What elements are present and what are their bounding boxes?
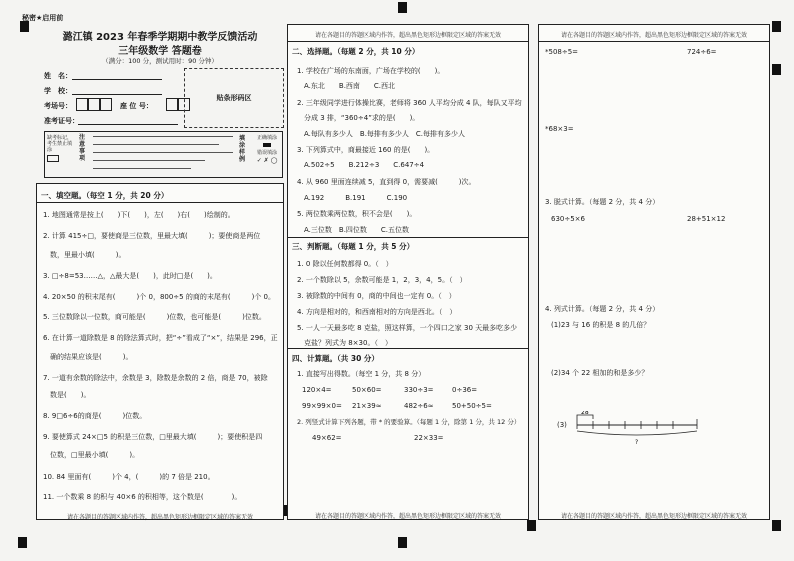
calc-508: *508÷5= (545, 48, 579, 56)
school-field[interactable] (72, 94, 162, 95)
s4-r1c3: 330÷3= (404, 386, 434, 394)
s1-line-15: 11. 一个数乘 8 的积与 40×6 的积相等，这个数是( )。 (43, 493, 242, 501)
registration-mark (18, 537, 27, 548)
missing-checkbox[interactable] (47, 155, 59, 162)
s4-q1: (1)23 与 16 的积是 8 的几倍？ (551, 321, 651, 329)
s4-sub1: 1. 直接写出得数。（每空 1 分，共 8 分） (297, 370, 426, 378)
section4-title: 四、计算题。（共 30 分） (292, 354, 379, 363)
registration-mark (398, 2, 407, 13)
section2-title: 二、选择题。（每题 2 分，共 10 分） (292, 47, 420, 56)
s1-line-14: 10. 84 里面有( )个 4，( )的 7 倍是 210。 (43, 473, 215, 481)
s4-sub2: 2. 列竖式计算下列各题，带 * 的要验算。（每题 1 分，除第 1 分，共 12 分） (297, 418, 521, 426)
s1-line-8: 确的结果应该是( )。 (43, 353, 133, 361)
s2-line-7: A.502÷5 B.212÷3 C.647÷4 (297, 161, 425, 169)
s1-line-1: 1. 地图通常是按上( )下( )，左( )右( )绘制的。 (43, 211, 235, 219)
s1-line-7: 6. 在计算一道除数是 8 的除法算式时，把“÷”看成了“×”，结果是 296，正 (43, 334, 278, 342)
s1-line-3: 数，里最小填( )。 (43, 251, 126, 259)
s4-q3-label: (3) (557, 421, 567, 429)
s2-line-3: 2. 三年级同学进行体操比赛，老师将 360 人平均分成 4 队，每队又平均 (297, 99, 522, 107)
id-field[interactable] (78, 124, 178, 125)
s4-r1c2: 50×60= (352, 386, 382, 394)
exam-meta: （满分：100 分，测试用时：90 分钟） (102, 57, 218, 65)
s1-line-12: 9. 要使算式 24×□5 的积是三位数，□里最大填( )；要使积是四 (43, 433, 263, 441)
registration-mark (527, 520, 536, 531)
s1-line-10: 数是( )。 (43, 391, 91, 399)
s3-item-2: 28+51×12 (687, 215, 726, 223)
s3-line-5: 5. 一人一天最多吃 8 克盐，照这样算，一个四口之家 30 天最多吃多少 (297, 324, 518, 332)
s2-line-1: 1. 学校在广场的东南面，广场在学校的( )。 (297, 67, 445, 75)
s4-r3c1: 49×62= (312, 434, 342, 442)
footer-note: 请在各题目的答题区域内作答，超出黑色矩形边框限定区域的答案无效 (560, 513, 747, 520)
s3-line-6: 克盐？列式为 8×30。（ ） (297, 339, 392, 347)
segment-diagram (573, 411, 713, 447)
answer-column-3 (538, 24, 770, 520)
calc-68: *68×3= (545, 125, 574, 133)
s1-line-2: 2. 计算 415÷□，要使商是三位数，里最大填( )；要使商是两位 (43, 232, 261, 240)
name-label: 姓 名： (44, 72, 72, 80)
missing-mark: 缺考标记，考生禁止填涂 (47, 135, 75, 162)
segment-bottom-label: ? (635, 439, 639, 446)
header-note: 请在各题目的答题区域内作答，超出黑色矩形边框限定区域的答案无效 (560, 32, 747, 39)
room-label: 考场号： (44, 102, 72, 110)
s2-line-9: A.192 B.191 C.190 (297, 194, 408, 202)
s2-line-11: A.三位数 B.四位数 C.五位数 (297, 226, 410, 234)
s3-line-1: 1. 0 除以任何数都得 0。（ ） (297, 260, 393, 268)
s4-r2c3: 482÷6≈ (404, 402, 434, 410)
exam-school-title: 潞江镇 2023 年春季学期期中教学反馈活动 (62, 32, 258, 43)
s4-r1c4: 0÷36= (452, 386, 478, 394)
id-label: 准考证号： (44, 117, 79, 125)
s2-line-10: 5. 两位数乘两位数，积不会是( )。 (297, 210, 417, 218)
school-label: 学 校： (44, 87, 72, 95)
s1-line-13: 位数，□里最小填( )。 (43, 451, 140, 459)
section3-title: 三、判断题。（每题 1 分，共 5 分） (292, 242, 415, 251)
page-title: 三年级数学 答题卷 (118, 46, 202, 57)
s4-title: 4. 列式计算。（每题 2 分，共 4 分） (545, 305, 660, 313)
calc-724: 724÷6= (687, 48, 717, 56)
notes-title: 注意事项 (79, 134, 86, 162)
room-boxes[interactable] (76, 98, 112, 111)
s3-line-4: 4. 方向是相对的，和西南相对的方向是西北。（ ） (297, 308, 457, 316)
registration-mark (772, 520, 781, 531)
s1-line-11: 8. 9□6÷6的商是( )位数。 (43, 412, 147, 420)
s1-line-6: 5. 三位数除以一位数，商可能是( )位数，也可能是( )位数。 (43, 313, 266, 321)
s1-line-9: 7. 一道有余数的除法中，余数是 3，除数是余数的 2 倍，商是 70，被除 (43, 374, 268, 382)
s2-line-5: A.每队有多少人 B.每排有多少人 C.每排有多少人 (297, 130, 466, 138)
barcode-label: 贴条形码区 (216, 94, 252, 102)
s1-line-5: 4. 20×50 的积末尾有( )个 0，800÷5 的商的末尾有( )个 0。 (43, 293, 275, 301)
notes-strip (44, 131, 283, 178)
registration-mark (772, 21, 781, 32)
s2-line-2: A.东北 B.西南 C.西北 (297, 82, 396, 90)
footer-note: 请在各题目的答题区域内作答，超出黑色矩形边框限定区域的答案无效 (66, 514, 253, 521)
section1-title: 一、填空题。（每空 1 分，共 20 分） (41, 191, 169, 200)
s4-r2c2: 21×39≈ (352, 402, 382, 410)
secret-label: 秘密★启用前 (22, 14, 64, 22)
name-field[interactable] (72, 79, 162, 80)
s3-line-2: 2. 一个数除以 5，余数可能是 1，2，3，4，5。（ ） (297, 276, 467, 284)
s2-line-6: 3. 下列算式中，商最接近 160 的是( )。 (297, 146, 435, 154)
fill-example: 正确填涂 错误填涂 ✓ ✗ ◯ (256, 135, 278, 164)
s4-q2: (2)34 个 22 相加的和是多少？ (551, 369, 649, 377)
barcode-area (184, 68, 284, 128)
registration-mark (398, 537, 407, 548)
answer-column-1 (36, 183, 284, 520)
header-note: 请在各题目的答题区域内作答，超出黑色矩形边框限定区域的答案无效 (314, 32, 501, 39)
s4-r3c2: 22×33= (414, 434, 444, 442)
s2-line-8: 4. 从 960 里面连续减 5，直到得 0，需要减( )次。 (297, 178, 476, 186)
fill-label: 填涂样例 (239, 135, 246, 163)
notes-text (93, 136, 233, 172)
s4-r1c1: 120×4= (302, 386, 332, 394)
footer-note: 请在各题目的答题区域内作答，超出黑色矩形边框限定区域的答案无效 (314, 513, 501, 520)
registration-mark (772, 64, 781, 75)
answer-column-2 (287, 24, 529, 520)
seat-label: 座 位 号： (120, 102, 153, 110)
s3-item-1: 630÷5×6 (551, 215, 585, 223)
s2-line-4: 分成 3 排，“360÷4”求的是( )。 (297, 114, 420, 122)
s1-line-4: 3. □÷8=53……△，△最大是( )，此时□是( )。 (43, 272, 217, 280)
s3-line-3: 3. 被除数的中间有 0，商的中间也一定有 0。（ ） (297, 292, 456, 300)
s4-r2c1: 99×99×0= (302, 402, 342, 410)
s4-r2c4: 50+50÷5= (452, 402, 492, 410)
segment-top-label: 28 (581, 411, 589, 416)
s3-title: 3. 脱式计算。（每题 2 分，共 4 分） (545, 198, 660, 206)
